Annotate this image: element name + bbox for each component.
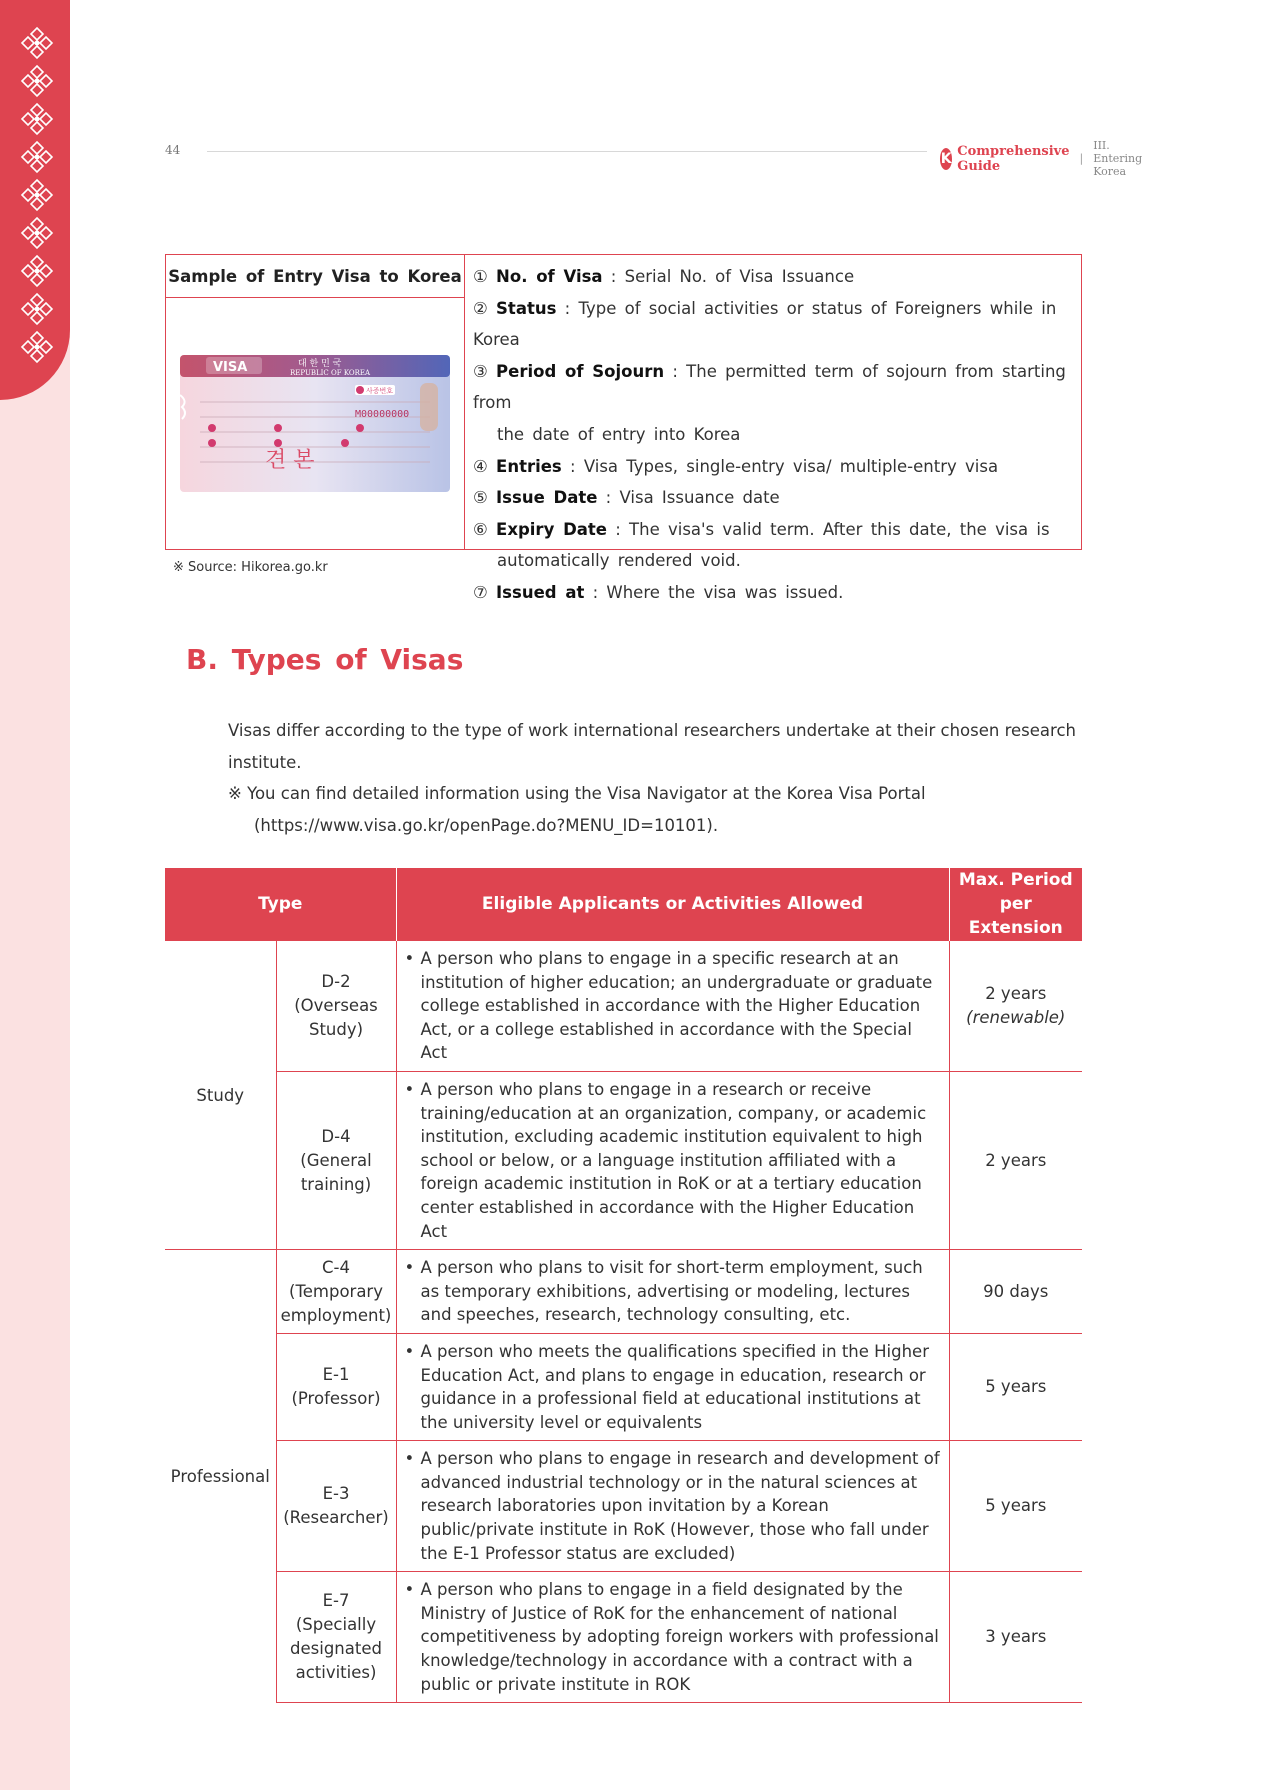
max-period-cell: 2 years (renewable) (949, 941, 1082, 1072)
table-header-row (165, 868, 1082, 941)
visa-sample-image (180, 355, 450, 492)
ornament-icon (20, 292, 54, 326)
svg-text:대 한 민 국: 대 한 민 국 (298, 359, 342, 369)
max-period-cell: 2 years (949, 1071, 1082, 1249)
eligibility-cell: • A person who plans to visit for short-term employment, such as temporary exhibitions, advertising or modeling, lectures and speeches, research, technology consulting, etc. (396, 1250, 949, 1334)
visa-field-item: ⑦ Issued at : Where the visa was issued. (473, 582, 844, 602)
ornament-icon (20, 64, 54, 98)
header-max-period: Max. Period per Extension (949, 868, 1082, 941)
ornament-icon (20, 102, 54, 136)
table-row (165, 1250, 1082, 1334)
visa-field-item: ④ Entries : Visa Types, single-entry visa/ multiple-entry visa (473, 456, 999, 476)
eligibility-cell: • A person who plans to engage in a specific research at an institution of higher education; an undergraduate or graduate college established in accordance with the Higher Education Act, or a college established in accordance with the Special Act (396, 941, 949, 1072)
header-type: Type (165, 868, 396, 941)
max-period-cell: 5 years (949, 1441, 1082, 1572)
header-eligible: Eligible Applicants or Activities Allowed (396, 868, 949, 941)
eligibility-cell: • A person who plans to engage in a field designated by the Ministry of Justice of RoK for the enhancement of national competitiveness by adopting foreign workers with professional knowledge/technology in accordance with a contract with a public or private institute in ROK (396, 1572, 949, 1703)
svg-text:사증번호: 사증번호 (366, 387, 394, 395)
visa-field-item: ⑤ Issue Date : Visa Issuance date (473, 488, 780, 508)
ornament-icon (20, 26, 54, 60)
header-rule (207, 151, 927, 152)
page-header (165, 139, 1143, 178)
visa-sample-left (166, 255, 465, 549)
intro-paragraph (228, 715, 1082, 841)
section-title: B. Types of Visas (186, 643, 464, 676)
visa-code-cell: E-1 (Professor) (276, 1333, 396, 1440)
visa-code-cell: E-7 (Specially designated activities) (276, 1572, 396, 1703)
table-row (165, 1333, 1082, 1440)
visa-field-item: ⑥ Expiry Date : The visa's valid term. After this date, the visa is automatically rendered void. (473, 519, 1050, 571)
category-cell: Study (165, 941, 276, 1250)
max-period-cell: 90 days (949, 1250, 1082, 1334)
eligibility-cell: • A person who meets the qualifications specified in the Higher Education Act, and plans to engage in education, research or guidance in a professional field at educational institutions at the university level or equivalents (396, 1333, 949, 1440)
table-row (165, 1071, 1082, 1249)
visa-sample-caption: Sample of Entry Visa to Korea (166, 255, 464, 298)
source-note: ※ Source: Hikorea.go.kr (173, 560, 328, 575)
ornament-icon (20, 254, 54, 288)
visa-field-item: ② Status : Type of social activities or status of Foreigners while in Korea (473, 298, 1057, 350)
k-logo-icon: K (940, 148, 952, 170)
side-red-tab (0, 0, 70, 400)
svg-text:M00000000: M00000000 (355, 409, 410, 420)
svg-text:REPUBLIC OF KOREA: REPUBLIC OF KOREA (290, 369, 371, 377)
visa-code-cell: D-4 (General training) (276, 1071, 396, 1249)
svg-text:VISA: VISA (213, 360, 248, 375)
ornament-icon (20, 178, 54, 212)
visa-code-cell: C-4 (Temporary employment) (276, 1250, 396, 1334)
chapter-title: III. Entering Korea (1093, 139, 1143, 178)
page-number: 44 (165, 143, 181, 157)
table-row (165, 1441, 1082, 1572)
visa-field-item: ① No. of Visa : Serial No. of Visa Issuance (473, 267, 855, 286)
eligibility-cell: • A person who plans to engage in research and development of advanced industrial technology or in the natural sciences at research laboratories upon invitation by a Korean public/private institute in RoK (However, those who fall under the E-1 Professor status are excluded) (396, 1441, 949, 1572)
svg-text:견 본: 견 본 (265, 448, 315, 473)
visa-portal-note: ※ You can find detailed information using the Visa Navigator at the Korea Visa Portal (228, 784, 926, 804)
table-row (165, 1572, 1082, 1703)
ornament-icon (20, 140, 54, 174)
table-row (165, 941, 1082, 1072)
visa-code-cell: D-2 (Overseas Study) (276, 941, 396, 1072)
visa-field-list (473, 261, 1073, 609)
guide-title-block (940, 139, 1152, 178)
eligibility-cell: • A person who plans to engage in a research or receive training/education at an organization, company, or academic institution, excluding academic institution equivalent to high school or below, or a language institution affiliated with a foreign academic institution in RoK or at a tertiary education center established in accordance with the Higher Education Act (396, 1071, 949, 1249)
visa-portal-link[interactable]: (https://www.visa.go.kr/openPage.do?MENU_ID=10101). (254, 815, 719, 835)
intro-text: Visas differ according to the type of work international researchers undertake at their chosen research institute. (228, 721, 1076, 772)
header-separator: | (1079, 152, 1084, 165)
ornament-icon (20, 216, 54, 250)
category-cell: Professional (165, 1250, 276, 1703)
visa-field-item: ③ Period of Sojourn : The permitted term of sojourn from starting from the date of entry into Korea (473, 361, 1066, 444)
ornament-icon (20, 330, 54, 364)
guide-title: Comprehensive Guide (957, 143, 1070, 174)
max-period-cell: 5 years (949, 1333, 1082, 1440)
max-period-cell: 3 years (949, 1572, 1082, 1703)
visa-types-table (165, 868, 1082, 1703)
visa-code-cell: E-3 (Researcher) (276, 1441, 396, 1572)
